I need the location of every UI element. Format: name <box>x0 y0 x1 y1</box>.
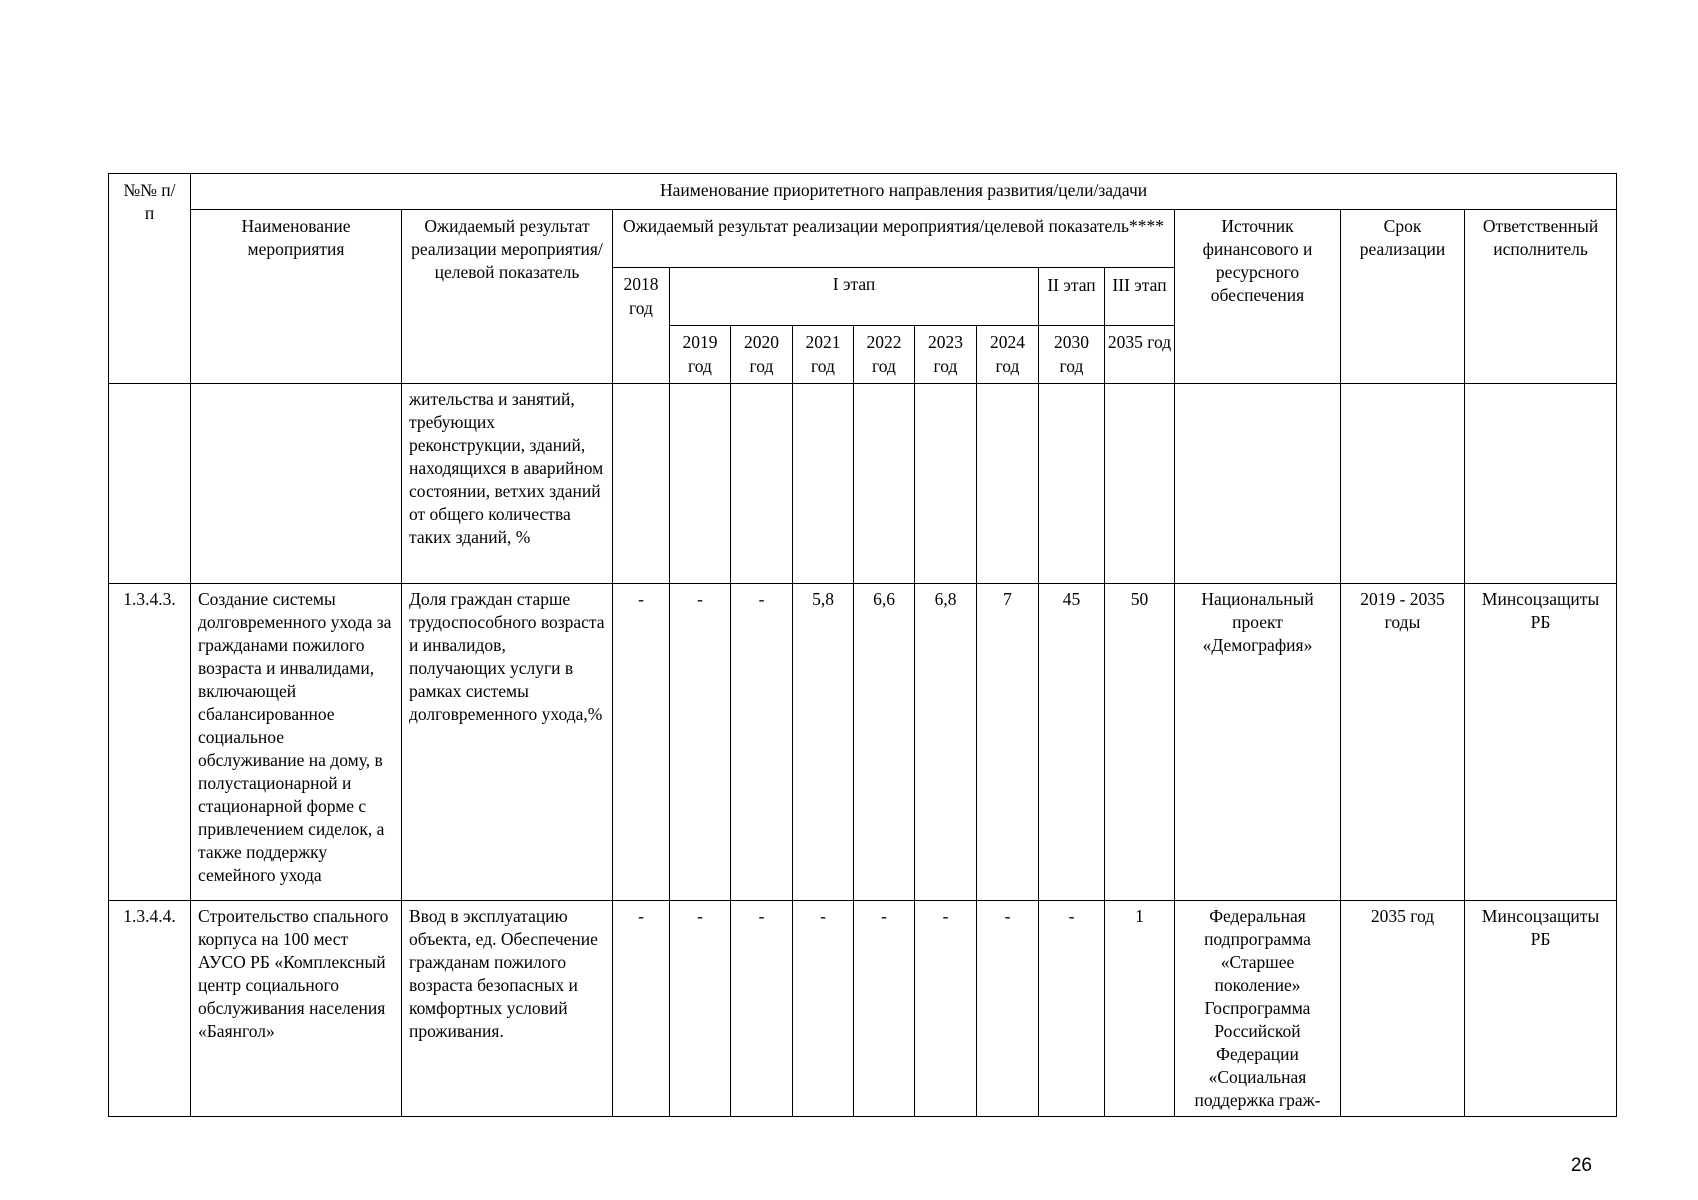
row-term <box>1341 384 1465 584</box>
row-value-2024 <box>977 384 1039 584</box>
header-year: 2020 год <box>731 326 793 384</box>
row-source <box>1175 384 1341 584</box>
row-value-2024: 7 <box>977 584 1039 901</box>
row-num <box>109 384 191 584</box>
row-value-2030: - <box>1039 901 1105 1117</box>
header-stage-3: III этап <box>1105 268 1175 326</box>
header-stage-2: II этап <box>1039 268 1105 326</box>
page-number: 26 <box>1570 1155 1592 1176</box>
row-value-2023: - <box>915 901 977 1117</box>
row-value-2018: - <box>613 901 670 1117</box>
row-term: 2035 год <box>1341 901 1465 1117</box>
header-year-2018: 2018 год <box>613 268 670 384</box>
row-value-2023 <box>915 384 977 584</box>
header-year: 2030 год <box>1039 326 1105 384</box>
header-activity-name: Наименование мероприятия <box>191 210 402 384</box>
header-source: Источник финансового и ресурсного обеспечения <box>1175 210 1341 384</box>
header-year: 2019 год <box>670 326 731 384</box>
header-term: Срок реализации <box>1341 210 1465 384</box>
header-year: 2035 год <box>1105 326 1175 384</box>
row-value-2018: - <box>613 584 670 901</box>
row-value-2018 <box>613 384 670 584</box>
row-activity-name: Строительство спального корпуса на 100 мест АУСО РБ «Комплексный центр социального обслуживания населения «Баянгол» <box>191 901 402 1117</box>
row-source: Национальный проект «Демография» <box>1175 584 1341 901</box>
row-value-2030: 45 <box>1039 584 1105 901</box>
row-value-2035: 50 <box>1105 584 1175 901</box>
row-value-2019 <box>670 384 731 584</box>
row-value-2020: - <box>731 901 793 1117</box>
row-value-2019: - <box>670 901 731 1117</box>
row-value-2035 <box>1105 384 1175 584</box>
header-num-col: №№ п/п <box>109 174 191 384</box>
row-source: Федеральная подпрограмма «Старшее поколение» Госпрограмма Российской Федерации «Социальная поддержка граж- <box>1175 901 1341 1117</box>
table-header <box>109 174 1617 384</box>
row-responsible: Минсоцзащиты РБ <box>1465 584 1617 901</box>
header-year: 2021 год <box>793 326 854 384</box>
header-year: 2024 год <box>977 326 1039 384</box>
row-num: 1.3.4.3. <box>109 584 191 901</box>
table-row <box>109 584 1617 901</box>
row-num: 1.3.4.4. <box>109 901 191 1117</box>
row-activity-name: Создание системы долговременного ухода за гражданами пожилого возраста и инвалидами, включающей сбалансированное социальное обслуживание на дому, в полустационарной и стационарной форме с привлечением сиделок, а также поддержку семейного ухода <box>191 584 402 901</box>
row-value-2020 <box>731 384 793 584</box>
row-responsible <box>1465 384 1617 584</box>
row-value-2022: 6,6 <box>854 584 915 901</box>
row-value-2021 <box>793 384 854 584</box>
row-expected-result: Доля граждан старше трудоспособного возраста и инвалидов, получающих услуги в рамках системы долговременного ухода,% <box>402 584 613 901</box>
row-value-2024: - <box>977 901 1039 1117</box>
header-expected-result: Ожидаемый результат реализации мероприятия/целевой показатель <box>402 210 613 384</box>
header-stage-1: I этап <box>670 268 1039 326</box>
row-expected-result: жительства и занятий, требующих реконструкции, зданий, находящихся в аварийном состоянии, ветхих зданий от общего количества таких зданий, % <box>402 384 613 584</box>
row-value-2035: 1 <box>1105 901 1175 1117</box>
row-value-2023: 6,8 <box>915 584 977 901</box>
table-row <box>109 384 1617 584</box>
row-term: 2019 - 2035 годы <box>1341 584 1465 901</box>
row-expected-result: Ввод в эксплуатацию объекта, ед. Обеспечение гражданам пожилого возраста безопасных и комфортных условий проживания. <box>402 901 613 1117</box>
row-value-2021: - <box>793 901 854 1117</box>
activities-table <box>108 173 1617 1117</box>
row-value-2021: 5,8 <box>793 584 854 901</box>
header-year: 2022 год <box>854 326 915 384</box>
row-value-2020: - <box>731 584 793 901</box>
row-value-2022 <box>854 384 915 584</box>
row-value-2019: - <box>670 584 731 901</box>
row-activity-name <box>191 384 402 584</box>
table-row <box>109 901 1617 1117</box>
row-value-2022: - <box>854 901 915 1117</box>
header-year: 2023 год <box>915 326 977 384</box>
header-responsible: Ответственный исполнитель <box>1465 210 1617 384</box>
header-priority-direction: Наименование приоритетного направления развития/цели/задачи <box>191 174 1617 210</box>
header-expected-result-values: Ожидаемый результат реализации мероприятия/целевой показатель**** <box>613 210 1175 268</box>
row-responsible: Минсоцзащиты РБ <box>1465 901 1617 1117</box>
row-value-2030 <box>1039 384 1105 584</box>
